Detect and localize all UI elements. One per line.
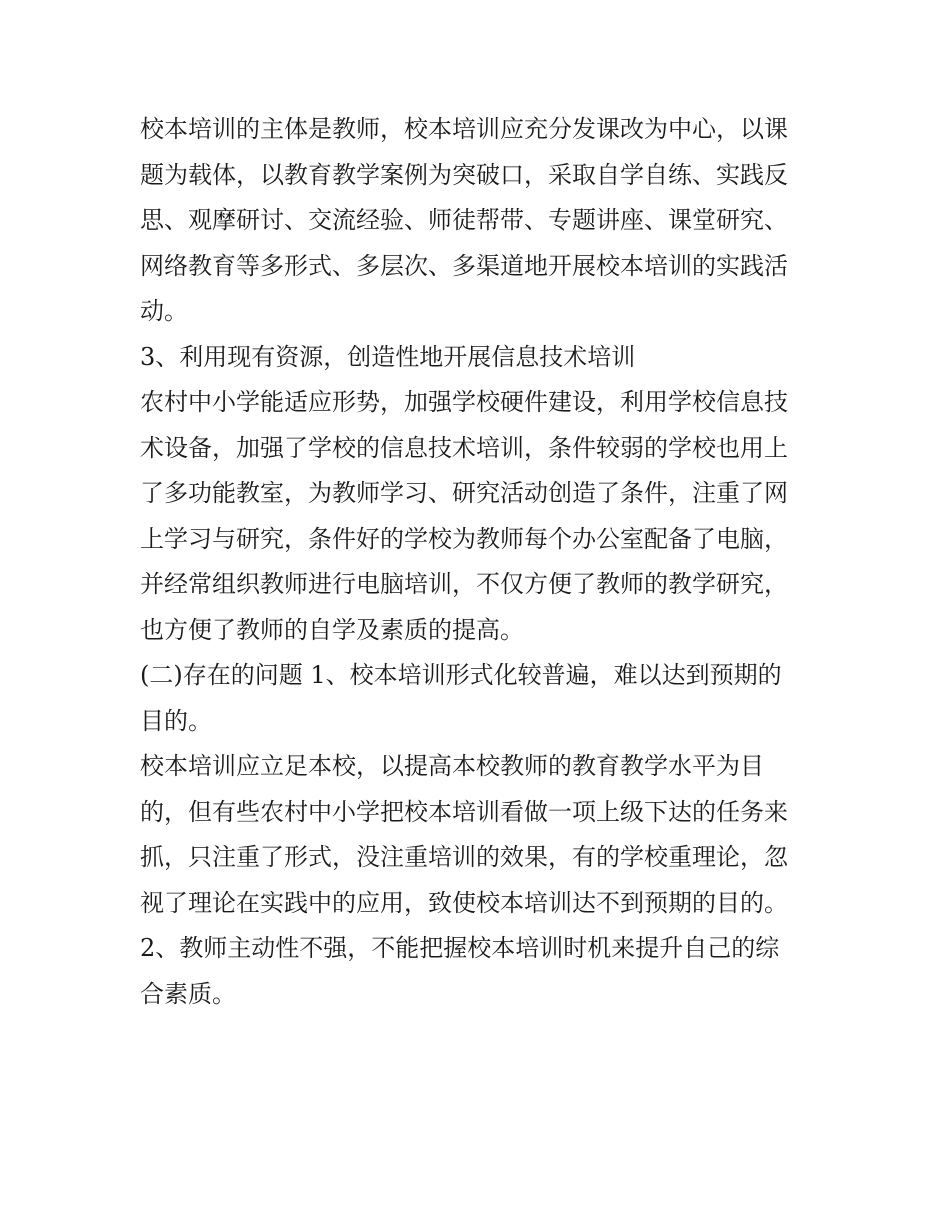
text-line: 了多功能教室，为教师学习、研究活动创造了条件，注重了网 <box>140 479 788 507</box>
text-line: 并经常组织教师进行电脑培训，不仅方便了教师的教学研究， <box>140 570 788 598</box>
text-line: 网络教育等多形式、多层次、多渠道地开展校本培训的实践活 <box>140 251 788 280</box>
text-line: 思、观摩研讨、交流经验、师徒帮带、专题讲座、课堂研究、 <box>140 206 788 234</box>
text-line: 动。 <box>140 297 188 325</box>
text-line: 的，但有些农村中小学把校本培训看做一项上级下达的任务来 <box>140 797 788 826</box>
text-line: 视了理论在实践中的应用，致使校本培训达不到预期的目的。 <box>140 888 788 917</box>
text-line: 农村中小学能适应形势，加强学校硬件建设，利用学校信息技 <box>140 388 788 416</box>
text-line: 术设备，加强了学校的信息技术培训，条件较弱的学校也用上 <box>140 433 788 462</box>
text-line: 上学习与研究，条件好的学校为教师每个办公室配备了电脑， <box>140 524 788 553</box>
text-line: 也方便了教师的自学及素质的提高。 <box>140 615 524 644</box>
text-line: 校本培训的主体是教师，校本培训应充分发课改为中心，以课 <box>140 115 788 143</box>
section-heading: 2、教师主动性不强，不能把握校本培训时机来提升自己的综 <box>140 934 780 962</box>
section-heading: (二)存在的问题 1、校本培训形式化较普遍，难以达到预期的 <box>140 661 782 689</box>
text-line: 目的。 <box>140 706 212 735</box>
text-line: 题为载体，以教育教学案例为突破口，采取自学自练、实践反 <box>140 160 788 189</box>
text-line: 抓，只注重了形式，没注重培训的效果，有的学校重理论，忽 <box>140 843 788 871</box>
document-body <box>140 107 820 1017</box>
section-heading: 3、利用现有资源，创造性地开展信息技术培训 <box>140 342 636 371</box>
text-line: 校本培训应立足本校，以提高本校教师的教育教学水平为目 <box>140 752 764 780</box>
text-line: 合素质。 <box>140 979 236 1008</box>
